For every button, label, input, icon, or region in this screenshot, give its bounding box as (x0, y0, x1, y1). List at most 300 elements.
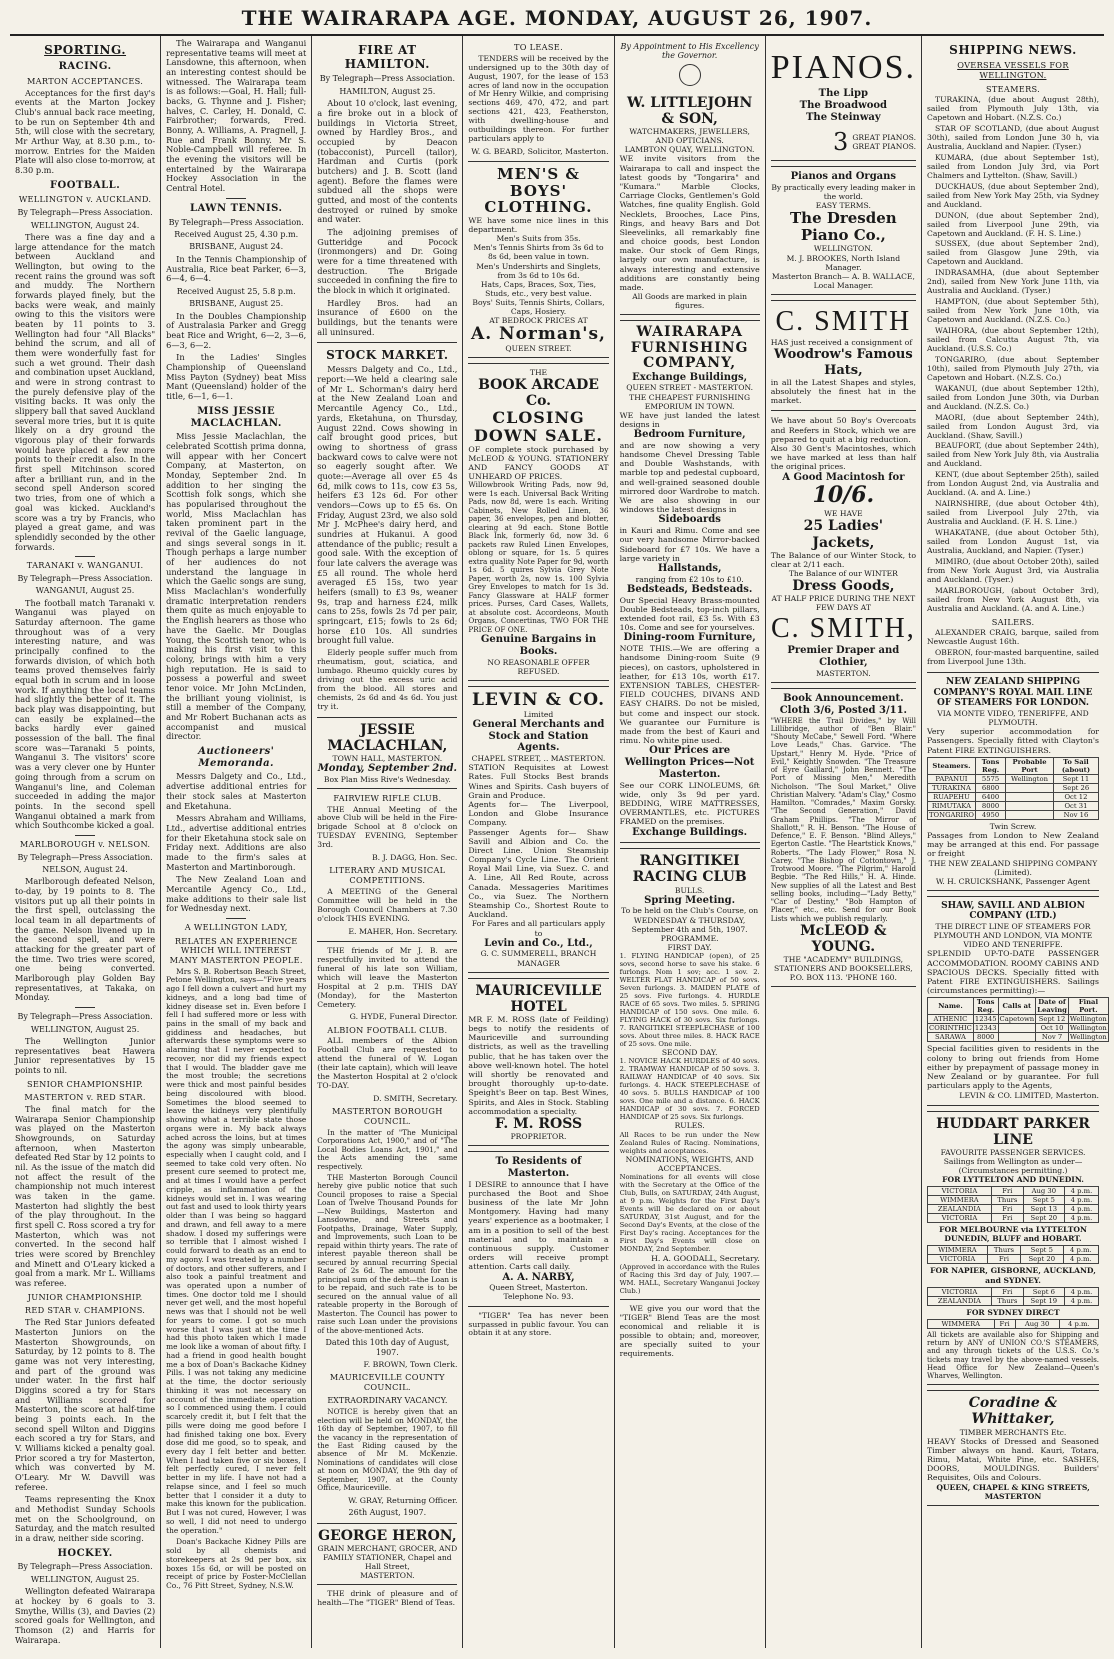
advert-address: LAMBTON QUAY, WELLINGTON. (624, 145, 755, 155)
sailer-entry: ALEXANDER CRAIG, barque, sailed from Newcastle August 16th. (927, 628, 1100, 647)
sailings-table (927, 757, 1099, 820)
advert-body: WE have just landed the latest designs in (619, 410, 760, 429)
table-row (928, 1187, 1099, 1196)
table-header-row (928, 998, 1109, 1015)
table-row (928, 1319, 1099, 1328)
table-header-cell: Probable Port (1006, 757, 1054, 774)
table-cell: VICTORIA (928, 1214, 992, 1223)
table-cell: Fri (991, 1205, 1023, 1214)
table-cell: Sept 12 (1036, 1015, 1069, 1024)
advert-sale: CLOSING DOWN SALE. (474, 408, 603, 446)
table-cell (1006, 783, 1054, 792)
advert-signature: H. A. GOODALL, Secretary. (651, 1253, 760, 1263)
divider (317, 342, 457, 343)
divider (317, 941, 457, 942)
advert-book-arcade (468, 363, 608, 681)
table-cell: Wellington (1006, 774, 1054, 783)
table-row (928, 1255, 1099, 1264)
advert-body: WE invite visitors from the Wairarapa to call and inspect the latest goods by "Tongarira" and "Kumara." Marble Clocks, Carriage Clocks, Gentlemen's Gold Watches, fine quality English. Gold Necklets, Brooches, Lace Pins, Rings, and heavy Bars and Dot Sleevelinks, all remarkably fine and choice goods, best London make. Our stock of Gem Rings, largely our own manufacture, is always interesting and extensive additions are constantly being made. (619, 154, 760, 293)
advert-body: NOTE THIS.—We are offering a handsome Dining-room Suite (9 pieces), on castors, upholstered in leather, for £13 10s, worth £17. EXTENSION TABLES, CHESTER-FIELD COUCHES, DIVANS AND EASY CHAIRS. Do not be misled, but come and inspect our stock. We guarantee our Furniture is made from the best of Kauri and rimu. No white pine used. (619, 644, 760, 746)
notice-signature: B. J. DAGG, Hon. Sec. (371, 853, 458, 863)
advert-heading: Bedsteads, Bedsteads. (626, 583, 753, 595)
dateline: WANGANUI, August 25. (35, 586, 135, 596)
ship-entry: NAIRNSHIRE, (due about October 4th), sailed from Liverpool July 27th, via Australia and Auckland. (F. H. S. Line.) (927, 499, 1100, 527)
advert-heading: Spring Meeting. (644, 894, 736, 906)
advert-title: GEORGE HERON, (318, 1527, 457, 1544)
dateline: NELSON, August 24. (42, 864, 128, 874)
table-cell: TONGARIRO (929, 810, 974, 819)
sailings-table (927, 1319, 1099, 1329)
advert-shaw-savill (927, 896, 1107, 1106)
advert-line: THE CHEAPEST FURNISHING EMPORIUM IN TOWN. (629, 392, 751, 411)
table-cell: Sept 5 (1023, 1196, 1064, 1205)
advert-address: QUEEN STREET. (505, 344, 572, 354)
ship-entry: TURAKINA, (due about August 28th), sailed from Plymouth July 13th, via Capetown and Hobart. (N.Z.S. Co.) (927, 95, 1100, 123)
advert-ltd: Limited (523, 709, 554, 719)
article-title: FIRE AT HAMILTON. (344, 43, 430, 72)
table-row (928, 792, 1099, 801)
table-row (928, 1296, 1099, 1305)
table-cell: ZEALANDIA (928, 1205, 992, 1214)
sailings-table (927, 1186, 1099, 1223)
advert-price: 10/6. (812, 482, 875, 509)
notice-body: NOTICE is hereby given that an election will be held on MONDAY, the 16th day of September, 1907, to fill the vacancy in the representation of the East Riding caused by the absence of Mr M. McKenzie. Nominations of candidates will close at noon on MONDAY, the 9th day of September, 1907, at the County Office, Mauriceville. (317, 1407, 458, 1493)
table-cell: 4 p.m. (1063, 1255, 1098, 1264)
piano-brand: The Lipp (818, 88, 869, 100)
sailer-entry: OBERON, four-masted barquentine, sailed from Liverpool June 13th. (927, 648, 1100, 667)
article-body: About 10 o'clock, last evening, a fire broke out in a block of buildings in Victoria Street, owned by Hardley Bros., and occupied by Deacon (tobacconist), Purcell (tailor), Hardman and Curtis (pork butchers) and J. B. Scott (land agent). Before the flames were subdued all the shops were gutted, and most of the contents destroyed or ruined by smoke and water. (317, 98, 458, 225)
column-2 (161, 36, 312, 1648)
article-body: Wellington defeated Wairarapa at hockey by 6 goals to 3. Smythe, Willis (3), and Davies (2) scored goals for Wellington, and Thomson (2) and Harris for Wairarapa. (15, 1586, 156, 1645)
table-cell: 6400 (975, 792, 1005, 801)
table-cell: 4 p.m. (1064, 1214, 1098, 1223)
table-cell: 8000 (973, 1033, 998, 1042)
table-row (928, 774, 1099, 783)
advert-concert (317, 717, 457, 789)
column-6 (766, 36, 922, 1648)
ship-list (927, 96, 1099, 613)
sailer-list (927, 629, 1099, 667)
table-cell: Sept 11 (1053, 774, 1098, 783)
table-cell: VICTORIA (928, 1187, 992, 1196)
advert-narby (468, 1151, 608, 1306)
table-cell: WIMMERA (928, 1319, 995, 1328)
dateline: WELLINGTON, August 25. (30, 1574, 140, 1584)
article-title: A WELLINGTON LADY, (184, 921, 288, 932)
section-tennis: LAWN TENNIS. (189, 202, 283, 214)
article-body: The Red Star Juniors defeated Masterton Juniors on the Masterton Showgrounds, on Saturday, by 12 points to 8. The game was not very interesting, and part of the ground was under water. In the first half Diggins scored a try for Stars and Williams scored for Masterton, the score at half-time being 3 points each. In the second spell Wilton and Diggins each scored a try for Stars, and V. Williams kicked a penalty goal. Prior scored a try for Masterton, which was converted by M. O'Leary. Mr W. Davvill was referee. (15, 1317, 156, 1492)
article-body: Teams representing the Knox and Methodist Sunday Schools met on the Schoolground, on Saturday, and the match resulted in a draw, neither side scoring. (15, 1494, 156, 1543)
advert-body: All tickets are available also for Shipping and return by ANY of UNION CO.'S STEAMERS, and any through tickets of the U.S.S. Co.'s tickets may travel by the above-named vessels. Head Office for New Zealand—Queen's Wharves, Wellington. (927, 1330, 1100, 1381)
article-title: SENIOR CHAMPIONSHIP. (26, 1078, 144, 1089)
advert-address: QUEEN STREET - MASTERTON. (626, 383, 754, 393)
advert-body: in Kauri and Rimu. Come and see our very handsome Mirror-backed Sideboard for £7 10s. We have a large variety in (619, 526, 760, 563)
advert-heading: Dining-room Furniture, (623, 632, 756, 644)
advert-heading: RULES. (674, 1121, 705, 1131)
table-cell: Sept 19 (1023, 1296, 1064, 1305)
column-3 (312, 36, 463, 1648)
advert-title: SHAW, SAVILL AND ALBION COMPANY (LTD.) (941, 900, 1085, 922)
table-cell: Fri (994, 1319, 1015, 1328)
article-body: Messrs Dalgety and Co., Ltd., report:—We held a clearing sale of Mr L. Schorman's dairy herd at the New Zealand Loan and Mercantile Agency Co., Ltd., yards, Eketahuna, on Thursday, August 22nd. Cows showing in calf brought good prices, but owing to shortness of grass backward cows to calve were not so eagerly sought after. We quote:—Average all over £5 4s 6d, milk cows to 11s, cow £3 5s, heifers £3 12s 6d. For other vendors—Cows up to £5 6s. On Friday, August 23rd, we also sold Mr J. McPhee's dairy herd, and sundries at Hukanui. A good attendance of the public; result a good sale. With the exception of four late calvers the average was £5 all round. The whole herd averaged £5 15s, two year heifers (small) to £3 9s, weaner 9s, trap and harness £24, milk cans to 25s, fowls 2s 7d per pair, springcart, £15; fowls to 2s 6d; horse £10 10s. All sundries brought full value. (317, 364, 458, 646)
table-cell: VICTORIA (928, 1287, 992, 1296)
advert-subtitle: FAVOURITE PASSENGER SERVICES. (940, 1147, 1086, 1157)
byline: By Telegraph—Press Association. (17, 1012, 153, 1022)
notice-signature: W. G. BEARD, Solicitor, Masterton. (471, 147, 609, 157)
notice-signature: F. BROWN, Town Clerk. (363, 1360, 458, 1370)
article-body: The adjoining premises of Gutteridge and Pocock (ironmongers) and Dr. Going were for a time threatened with destruction. The Brigade succeeded in confining the fire to the block in which it originated. (317, 226, 458, 295)
advert-line: Men's Undershirts and Singlets, from 3s 6d to 10s 6d. (476, 261, 601, 280)
advert-heading: Pianos and Organs (790, 170, 897, 182)
byline: By Telegraph—Press Association. (17, 208, 153, 218)
notice-title: MASTERTON BOROUGH COUNCIL. (331, 1106, 443, 1126)
advert-line: Men's Suits from 35s. (496, 234, 581, 244)
table-cell: Sept 20 (1023, 1214, 1064, 1223)
article-subtitle: RELATES AN EXPERIENCE WHICH WILL INTEREST MANY MASTERTON PEOPLE. (169, 935, 303, 965)
received-line: Received August 25, 5.8 p.m. (176, 286, 296, 296)
dateline: WELLINGTON, August 25. (30, 1024, 140, 1034)
advert-title: HUDDART PARKER LINE (936, 1115, 1090, 1148)
section-football: FOOTBALL. (49, 179, 121, 191)
advert-branch: Masterton Branch— A. B. WALLACE, Local Manager. (771, 271, 915, 290)
table-cell: 4950 (975, 810, 1005, 819)
article-body: In the Doubles Championship of Australasia Parker and Gregg beat Rice and Wright, 6—2, 3—6, 6—3, 6—2. (166, 310, 307, 350)
article-body: There was a fine day and a large attendance for the match between Auckland and Wellington, but owing to the recent rains the ground was soft and muddy. The Northern forwards played finely, but the backs were weak, and mainly owing to this the visitors were beaten by 11 points to 3. Wellington had four "All Blacks" behind the scrum, and all of them were wonderfully fast for such a wet ground. Their dash and combination upset Auckland, and were in strong contrast to the purely defensive play of the visiting backs. It was only the slippery ball that saved Auckland several more tries, but it is quite likely on a dry ground the vigorous play of their forwards would have placed a few more points to their credit also. In the first spell Mitchinson scored after a brilliant run, and in the second spell Anderson scored two tries, from one of which a goal was kicked. Auckland's score was a try by Francis, who played a great game, and was splendidly seconded by the other forwards. (15, 232, 156, 552)
divider (226, 918, 246, 919)
table-row (928, 1287, 1099, 1296)
table-cell: 4 p.m. (1064, 1196, 1098, 1205)
route-heading: FOR LYTTELTON AND DUNEDIN. (942, 1175, 1084, 1185)
table-cell (1006, 792, 1054, 801)
table-cell: RIMUTAKA (928, 801, 976, 810)
notice-subtitle: EXTRAORDINARY VACANCY. (327, 1395, 448, 1405)
advert-subtitle: GRAIN MERCHANT, GROCER, AND FAMILY STATIONER, Chapel and Hall Street, (317, 1543, 458, 1571)
table-header-cell: Tons Reg. (975, 757, 1005, 774)
advert-body: and are now showing a very handsome Chevel Dressing Table and Double Washstands, with marble top and pedestal cupboard, and well-grained seasoned double mirrored door Wardrobe to match. We are also showing in our windows the latest designs in (619, 440, 760, 515)
advert-body: Very superior accommodation for Passengers. Specially fitted with Clayton's Patent FIRE EXTINGUISHERS. (927, 727, 1100, 755)
notice-signature: E. MAHER, Hon. Secretary. (348, 926, 458, 936)
article-body: The Wairarapa and Wanganui representative teams will meet at Lansdowne, this afternoon, when an interesting contest should be witnessed. The Wairarapa team is as follows:—Goal, H. Hall; full-backs, G. Thynne and J. Fisher; halves, C. Carley, H. Donald, C. Fairbrother; forwards, Fred. Bonny, A. Williams, A. Pragnell, J. Rue and Frank Bonny. Mr S. Noble-Campbell will referee. In the evening the visitors will be entertained by the Wairarapa Hockey Association in the Central Hotel. (166, 38, 307, 194)
table-cell: WIMMERA (928, 1246, 988, 1255)
table-row (928, 1015, 1109, 1024)
advert-subtitle: STATIONERS AND BOOKSELLERS, (774, 964, 913, 974)
advert-title: NEW ZEALAND SHIPPING COMPANY'S ROYAL MAIL LINE OF STEAMERS FOR LONDON. (933, 677, 1093, 709)
ship-entry: STAR OF SCOTLAND, (due about August 30th), sailed from London June 30 h, via Australia, Auckland and Napier. (Tyser.) (927, 124, 1100, 151)
advert-line: ranging from £2 10s to £10. (635, 574, 744, 584)
advert-body: Nominations for all events will close with the Secretary at the Office of the Club, Bulls, on SATURDAY, 24th August, at 9 p.m. Weights for the First Day's Events will be declared on or about SATURDAY, 31st August, and for the Second Day's Events, at the close of the First Day's racing. Acceptances for the First Day's Events will close on MONDAY, 2nd September. (619, 1172, 760, 1253)
advert-body: WE have some nice lines in this department. (468, 215, 609, 235)
notice-title: MAURICEVILLE COUNTY COUNCIL. (329, 1372, 445, 1392)
great-pianos-labels (852, 133, 916, 151)
table-cell: Nov 16 (1053, 810, 1098, 819)
table-cell: Fri (987, 1255, 1020, 1264)
advert-body: in all the Latest Shapes and styles, absolutely the finest hat in the market. (770, 377, 917, 406)
advert-manager: G. C. SUMMERELL, BRANCH MANAGER (480, 949, 597, 968)
article-title: RED STAR v. CHAMPIONS. (24, 1305, 146, 1316)
notice-signature: G. HYDE, Funeral Director. (349, 1012, 458, 1022)
advert-title: Coradine & Whittaker, (968, 1395, 1058, 1428)
table-cell: Fri (991, 1287, 1023, 1296)
column-4 (463, 36, 614, 1648)
advert-heading: 25 Ladies' Jackets, (803, 518, 884, 551)
section-auctioneers: Auctioneers' Memoranda. (198, 745, 275, 769)
advert-heading: Hallstands, (657, 562, 722, 574)
advert-address: QUEEN, CHAPEL & KING STREETS, MASTERTON (936, 1482, 1090, 1501)
advert-appointment: By Appointment to His Excellency the Governor. (620, 42, 759, 61)
dateline: BRISBANE, August 25. (189, 299, 284, 309)
byline: By Telegraph—Press Association. (17, 1562, 153, 1572)
notice-body: A MEETING of the General Committee will be held in the Borough Council Chambers at 7.30 o'clock THIS EVENING. (317, 886, 458, 923)
advert-title: RANGITIKEI RACING CLUB (632, 853, 747, 886)
route-heading: FOR MELBOURNE via LYTTELTON DUNEDIN, BLUFF and HOBART. (939, 1225, 1087, 1244)
article-body: In the Tennis Championship of Australia, Rice beat Parker, 6—3, 6—4, 6—4. (166, 253, 307, 284)
table-cell (998, 1033, 1036, 1042)
table-cell (998, 1024, 1036, 1033)
advert-agent: THE NEW ZEALAND SHIPPING COMPANY (Limited). (928, 858, 1098, 877)
table-cell: Wellington (1069, 1033, 1107, 1042)
advert-title: JESSIE MACLACHLAN, (327, 721, 448, 754)
advert-name: McLEOD & YOUNG. (800, 922, 887, 956)
advert-heading: FIRST DAY. (667, 942, 712, 952)
table-cell: Thurs (987, 1246, 1020, 1255)
advert-venue: TOWN HALL, MASTERTON. (332, 753, 443, 763)
advert-signature: W. H. CRUICKSHANK, Passenger Agent (935, 876, 1091, 886)
sailings-table (927, 1287, 1099, 1306)
divider (226, 198, 246, 199)
table-header-cell: Steamers. (928, 757, 976, 774)
dateline: BRISBANE, August 24. (189, 242, 284, 252)
table-row (928, 1033, 1109, 1042)
advert-line: Boys' Suits, Tennis Shirts, Collars, Caps, Hosiery. (472, 298, 605, 317)
table-cell: Thurs (991, 1196, 1023, 1205)
table-header-row (928, 757, 1099, 774)
advert-dresden (771, 166, 916, 295)
advert-name: C. SMITH, (770, 613, 916, 645)
article-title: MARLBOROUGH v. NELSON. (19, 838, 151, 849)
advert-refuse: NO REASONABLE OFFER REFUSED. (487, 657, 590, 676)
sailings-table (927, 1245, 1099, 1264)
table-cell: SARAWA (928, 1033, 974, 1042)
advert-subtitle: BULLS. (674, 885, 705, 895)
advert-mcleod (771, 688, 916, 987)
advert-norman (468, 161, 608, 358)
advert-address: Exchange Buildings, (632, 371, 748, 383)
great-pianos-label: GREAT PIANOS. (852, 141, 917, 151)
notice-body: THE Annual Meeting of the above Club will be held in the Fire-brigade School at 8 o'clock on TUESDAY EVENING, September 3rd. (317, 804, 458, 850)
article-body: Marlborough defeated Nelson, to-day, by 19 points to 8. The visitors put up all their points in the first spell, outclassing the local team in all departments of the game. Nelson livened up in the second spell, and were attacking for the greater part of the time. Two tries were scored, one being converted. Marlborough play Golden Bay representatives, at Takaka, on Monday. (15, 876, 156, 1003)
route-heading: FOR SYDNEY DIRECT (966, 1307, 1060, 1317)
table-cell: Oct 12 (1053, 792, 1098, 801)
article-title: STOCK MARKET. (326, 348, 449, 363)
table-cell: 4 p.m. (1059, 1319, 1098, 1328)
advert-terms: EASY TERMS. (815, 200, 871, 210)
table-cell: 4 p.m. (1064, 1205, 1098, 1214)
table-row (928, 1024, 1109, 1033)
advert-c-smith (771, 300, 916, 683)
royal-crest-icon (679, 64, 701, 86)
advert-line: AT BEDROCK PRICES AT (489, 316, 588, 326)
table-cell: PAPANUI (928, 774, 976, 783)
notice-date: Dated this 10th day of August, 1907. (325, 1338, 450, 1357)
article-title: MASTERTON v. RED STAR. (24, 1092, 146, 1103)
table-row (928, 1214, 1099, 1223)
notice-signature: D. SMITH, Secretary. (373, 1094, 458, 1104)
masthead: THE WAIRARAPA AGE. MONDAY, AUGUST 26, 1907. (10, 4, 1104, 36)
advert-line: For Fares and all particulars apply to (471, 919, 606, 938)
advert-signature: LEVIN & CO. LIMITED, Masterton. (959, 1091, 1100, 1101)
advert-line: Hats, Caps, Braces, Sox, Ties, Studs, etc., very best value. (480, 279, 597, 298)
advert-body: All Races to be run under the New Zealand Rules of Racing. Nominations, weights and acceptances. (619, 1130, 760, 1155)
advert-body: STATION Requisites at Lowest Rates. Full Stocks Best brands Wines and Spirits. Cash buyers of Grain and Produce. (468, 763, 609, 800)
table-cell: 4 p.m. (1064, 1287, 1098, 1296)
advert-contact: P.O. BOX 113. 'PHONE 160. (789, 973, 897, 983)
table-cell: 4 p.m. (1064, 1187, 1098, 1196)
advert-title: LEVIN & CO. (471, 689, 606, 710)
advert-line: Sailings from Wellington as under— (Circumstances permitting.) (943, 1156, 1083, 1175)
advert-body: (Approved in accordance with the Rules of Racing this 3rd day of July, 1907.—WM. HALL, Secretary Wanganui Jockey Club.) (619, 1263, 760, 1296)
article-title: JUNIOR CHAMPIONSHIP. (27, 1291, 143, 1302)
article-title: MISS JESSIE MACLACHLAN. (190, 405, 282, 429)
advert-genuine: Genuine Bargains in Books. (480, 634, 597, 657)
table-cell: Thurs (991, 1296, 1023, 1305)
advert-title: MAURICEVILLE HOTEL (475, 982, 602, 1015)
table-cell: WIMMERA (928, 1196, 992, 1205)
notice-body: THE Masterton Borough Council hereby give public notice that such Council proposes to raise a Special Loan of Twelve Thousand Pounds for—New Buildings, Masterton and Lansdowne, and Streets and Footpaths, Drainage, Water Supply, and Improvements, such Loan to be repaid within thirty years. The rate of interest payable thereon shall be secured by annual recurring Special Rate of 2s 6d. The amount for the principal sum of the debt—the Loan is to be repaid, and such rate is to be secured on the annual value of all rateable property in the Borough of Masterton. The Council has power to raise such Loan under the provisions of the above-mentioned Acts. (317, 1173, 458, 1335)
table-header-cell: To Sail (about) (1053, 757, 1098, 774)
advert-body: THE drink of pleasure and of health—The "TIGER" Blend of Teas. (317, 1589, 458, 1607)
table-header-cell: Date of Leaving (1037, 998, 1067, 1015)
section-shipping: SHIPPING NEWS. (949, 43, 1077, 57)
article-body: Miss Jessie Maclachlan, the celebrated Scottish prima donna, will appear with her Concert Company, at Masterton, on Monday, September 2nd. In addition to her singing the Scottish folk songs, which she has popularised throughout the world, Miss Maclachlan has taken prominent part in the revival of the Gaelic language, and sings several songs in it. Though perhaps a large number of her audiences do not understand the language in which the Gaelic songs are sung, Miss Maclachlan's wonderfully dramatic interpretation renders them quite as much enjoyable to the English hearers as those who have the Gaelic. Mr Douglas Young, the Scottish tenor, who is making his first visit to this colony, brings with him a very high reputation. He is said to possess a powerful and sweet tenor voice. Mr John McLinden, the brilliant young violinist, is still a member of the Company, and Mr Robert Buchanan acts as accompanist and musical director. (166, 431, 307, 742)
advert-line: WE HAVE (824, 509, 863, 519)
advert-address: CHAPEL STREET, .. MASTERTON. (471, 754, 606, 764)
table-cell: Capetown (999, 1015, 1035, 1024)
great-pianos-number: 3 (833, 127, 849, 156)
advert-huddart-parker (927, 1111, 1099, 1386)
table-cell: ZEALANDIA (928, 1296, 992, 1305)
great-pianos (771, 128, 916, 156)
ship-entry: WHAKATANE, (due about October 5th), sailed from London August 1st, via Australia, Auckland, and Napier. (Tyser.) (927, 528, 1100, 555)
table-cell: 12345 (974, 1015, 997, 1024)
notice-title: TO LEASE. (513, 42, 563, 52)
advert-heading: Our Prices are Wellington Prices—Not Masterton. (624, 745, 755, 780)
table-cell: Sept 6 (1023, 1287, 1064, 1296)
advert-manager: M. J. BROOKES, North Island Manager. (786, 253, 901, 272)
advert-items: Willowbrook Writing Pads, now 9d, were 1s each. Universal Back Writing Pads, now 8d, were 1s each. Writing Cabinets, New Rolled Linen, 36 paper, 36 envelopes, pen and blotter, clearing at 9d each. Stone Bottle Black Ink, formerly 6d, now 3d. 6 packets raw Ruled Linen Envelopes, oblong or square, for 1s. 5 quires extra quality Note Paper for 9d, worth 1s 6d. 5 quires Sylvia Grey Note Paper, worth 2s, now 1s. 100 Sylvia Grey Envelopes to match for 1s 3d. Fancy Glassware at HALF former prices. Purses, Card Cases, Wallets, at absolute cost. Accordeons, Mouth Organs, Concertinas, TWO FOR THE PRICE OF ONE. (468, 480, 609, 634)
table-row (928, 1196, 1099, 1205)
advert-coradine (927, 1390, 1099, 1505)
sailings-table (927, 997, 1109, 1042)
section-racing: RACING. (58, 61, 112, 73)
table-row (928, 783, 1099, 792)
table-header-cell: Tons Reg. (973, 998, 998, 1015)
advert-line: Men's Tennis Shirts from 3s 6d to 8s 6d, been value in town. (473, 243, 604, 262)
column-5 (615, 36, 766, 1648)
advert-body: The Balance of our Winter Stock, to clear at 2/11 each. (770, 550, 917, 569)
table-cell: Wellington (1069, 1015, 1107, 1024)
advert-body: OF complete stock purchased by McLEOD & YOUNG. STATIONERY AND FANCY GOODS AT UNHEARD OF PRICES. (468, 444, 609, 482)
advert-body: "TIGER" Tea has never been surpassed in public favour. You can obtain it at any store. (468, 1310, 609, 1338)
table-cell: Nov 7 (1036, 1033, 1069, 1042)
advert-title: To Residents of Masterton. (495, 1156, 582, 1179)
ship-entry: DUCKHAUS, (due about September 2nd), sailed from New York May 25th, via Sydney and Auckland. (927, 181, 1100, 209)
article-body: Mrs S. B. Robertson Beach Street, Petone Wellington, says—"Five years ago I fell down a culvert and hurt my kidneys, and a long bad time of kidney disease set in. Even before I fell I had suffered more or less with pains in the small of my back and giddiness and headaches, but afterwards these symptoms were so alarming that I never expected to recover, nor did my friends expect that I would. The bladder gave me the most trouble; the secretions were thick and most painful besides being discoloured with blood. Sometimes the blood seemed to leave the kidneys very plentifully showing what a terrible state those organs were in. My back always ached across the loins, but at times the agony was simply unbearable, especially when I caught cold, and I seemed to take cold very often. No present cure seemed to protect me, and at times I would have a perfect cripple, as inflammation of the kidneys would set in. I was wearing out fast and used to look thirty years older than I was being so haggard and drawn, and fell away to a mere shadow. I dosed my sufferings were so terrible that I almost wished I could forward to death as an end to my agony. I was treated by a number of doctors, and other sufferers, and I also took a painful treatment and was operated upon a number of times. One doctor told me I should never get well, and the most hopeful news was that I should not be well for years to come. I got so much worse that I was just at the time I had this photo taken which I made me look like a woman of about fifty. I had a friend in good health bought me a box of Doan's Backache Kidney Pills. I was not taking any medicine at the time, the doctor seriously thinking it was not necessary on account of the immediate operation so I commenced using them. I could scarcely credit it, but I felt that the pills were doing me good before I had finished taking one box. Every dose did me good, so to speak, and every day I felt better and better. When I had taken five or six boxes, I felt perfectly cured, I never felt better in my life. I have not had a relapse since, and I feel so much better that I consider it a duty to make this known for the publication. But I was not cured, However, I was so well, I did not need to undergo the operation." (166, 966, 307, 1535)
ship-entry: HAMPTON, (due about September 5th), sailed from New York June 10th, via Capetown and Auckland. (N.Z.S. Co.) (927, 297, 1100, 325)
advert-subtitle: Premier Draper and Clothier, (787, 645, 900, 669)
table-cell: TURAKINA (928, 783, 976, 792)
table-row (928, 1205, 1099, 1214)
table-cell: Wellington (1069, 1024, 1107, 1033)
advert-title: PIANOS. (770, 49, 917, 86)
notice-signature: W. GRAY, Returning Officer. (348, 1495, 458, 1505)
ship-entry: KENT, (due about September 25th), sailed from London August 2nd, via Australia and Auckland. (A. and A. Line.) (927, 470, 1100, 498)
advert-plan: Box Plan Miss Rive's Wednesday. (323, 774, 451, 784)
table-cell: VICTORIA (928, 1255, 988, 1264)
byline: By Telegraph—Press Association. (319, 74, 455, 84)
advert-subtitle: VIA MONTE VIDEO, TENERIFFE, AND PLYMOUTH. (937, 708, 1089, 728)
ship-entry: KUMARA, (due about September 1st), sailed from London July 3rd, via Port Chalmers and Lyttelton. (Shaw, Savill.) (927, 152, 1100, 180)
advert-title: The Dresden Piano Co., (790, 208, 897, 245)
article-body: The football match Taranaki v. Wanganui was played on Saturday afternoon. The game throughout was of a very interesting nature, and was principally confined to the forwards division, of which both teams proved themselves fairly equal both in scrum and in loose work. If anything the local teams had slightly the better of it. The back play was disappointing, but can easily be explained—the backs hardly ever gained possession of the ball. The final score was—Taranaki 5 points, Wanganui 3. The visitors' score was a very clever one by Hunter going through from a scrum on Wanganui's line, and Coleman succeeded in adding the major points. In the second spell Wanganui obtained a mark from which Southcombe kicked a goal. (15, 597, 156, 831)
table-cell: Sept 26 (1053, 783, 1098, 792)
great-pianos-label: GREAT PIANOS. (852, 132, 917, 142)
advert-body: See our CORK LINOLEUMS, 6ft wide, only 3s 9d per yard. BEDDING, WIRE MATTRESSES, OVERMANTLES, etc. PICTURES FRAMED on the premises. (619, 780, 760, 827)
column-1 (10, 36, 161, 1648)
ship-entry: WAKANUI, (due about September 12th), sailed from London June 30th, via Durban and Auckland. (N.Z.S. Co.) (927, 383, 1100, 411)
table-cell (1006, 801, 1054, 810)
advert-body: Elderly people suffer much from rheumatism, gout, sciatica, and lumbago. Rheumo quickly cures by driving out the excess uric acid from the blood. All stores and chemists, 2s 6d and 4s 6d. You just try it. (317, 647, 458, 711)
notice-title: FAIRVIEW RIFLE CLUB. (333, 792, 442, 803)
article-body: In the Ladies' Singles Championship of Queensland Miss Payton (Sydney) beat Miss Mant (Queensland) holder of the title, 6—1, 6—1. (166, 352, 307, 402)
advert-subtitle: WATCHMAKERS, JEWELLERS, AND OPTICIANS. (629, 127, 750, 146)
table-cell: RUAPEHU (928, 792, 976, 801)
table-cell: 8000 (975, 801, 1005, 810)
byline: By Telegraph—Press Association. (168, 217, 304, 227)
advert-nz-shipping (927, 672, 1099, 891)
notice-body: THE friends of Mr J. B. are respectfully invited to attend the funeral of his late son William, which will leave the Masterton Hospital at 2 p.m. THIS DAY (Monday), for the Masterton Cemetery. (317, 945, 458, 1009)
article-body: Acceptances for the first day's events at the Marton Jockey Club's annual back race meeting, to be run on September 4th and 5th, will close with the secretary, Mr Arthur Way, at 8.30 p.m., to-morrow. Entries for the Maiden Plate will also close to-morrow, at 8.30 p.m. (15, 87, 156, 175)
article-title: TARANAKI v. WANGANUI. (26, 560, 144, 571)
advert-body: HAS just received a consignment of (770, 338, 913, 348)
table-cell: CORINTHIC (929, 1024, 972, 1033)
table-cell: Fri (991, 1187, 1023, 1196)
table-cell: 5575 (975, 774, 1005, 783)
article-title: OVERSEA VESSELS FOR WELLINGTON. (957, 60, 1069, 80)
advert-name: A. Norman's, (471, 324, 606, 345)
article-title: MARTON ACCEPTANCES. (27, 75, 144, 86)
advert-subtitle: THE DIRECT LINE OF STEAMERS FOR PLYMOUTH AND LONDON, VIA MONTE VIDEO AND TENERIFFE. (933, 922, 1093, 950)
advert-title: WAIRARAPA FURNISHING COMPANY, (630, 324, 749, 372)
advert-levin (468, 686, 608, 973)
ship-entry: MARLBOROUGH, (about October 3rd), sailed from New York August 8th, via Australia and Auckland. (A. and A. Line.) (927, 585, 1100, 613)
notice-title: LITERARY AND MUSICAL COMPETITIONS. (329, 865, 446, 886)
divider (75, 556, 95, 557)
table-row (928, 810, 1099, 819)
divider (75, 835, 95, 836)
ship-entry: TONGARIRO, (due about September 10th), sailed from Plymouth July 27th, via Capetown and Hobart. (N.Z.S. Co.) (927, 354, 1100, 382)
advert-foot: All Goods are marked in plain figures. (632, 292, 748, 311)
ship-entry: MAORI, (due about September 24th), sailed from London August 3rd, via Auckland. (Shaw, Savill.) (927, 412, 1100, 440)
dateline: HAMILTON, August 25. (339, 86, 436, 96)
notice-body: ALL members of the Albion Football Club are requested to attend the funeral of W. Logan (their late captain), which will leave the Masterton Hospital at 2 o'clock TO-DAY. (317, 1036, 458, 1091)
advert-date: Monday, September 2nd. (317, 762, 457, 774)
advert-heading: Bedroom Furniture, (633, 429, 746, 441)
advert-events: 1. NOVICE HACK HURDLES of 40 sovs. 2. TRAMWAY HANDICAP of 50 sovs. 3. RAILWAY HANDICAP of 40 sovs. Six furlongs. 4. HACK STEEPLECHASE of 40 sovs. 5. BULLS HANDICAP of 100 sovs. One mile and a distance. 6. HACK HANDICAP of 30 sovs. 7. FORCED HANDICAP of 25 sovs. Six furlongs. (619, 1057, 760, 1122)
advert-body: HEAVY Stocks of Dressed and Seasoned Timber always on hand. Kauri, Totara, Rimu, Matai, White Pine, etc. SASHES, DOORS, MOULDINGS. Builders' Requisites, Oils and Colours. (927, 1436, 1100, 1483)
piano-brand: The Broadwood (799, 99, 888, 111)
advert-racing-club (620, 848, 760, 1300)
table-cell (1006, 810, 1054, 819)
